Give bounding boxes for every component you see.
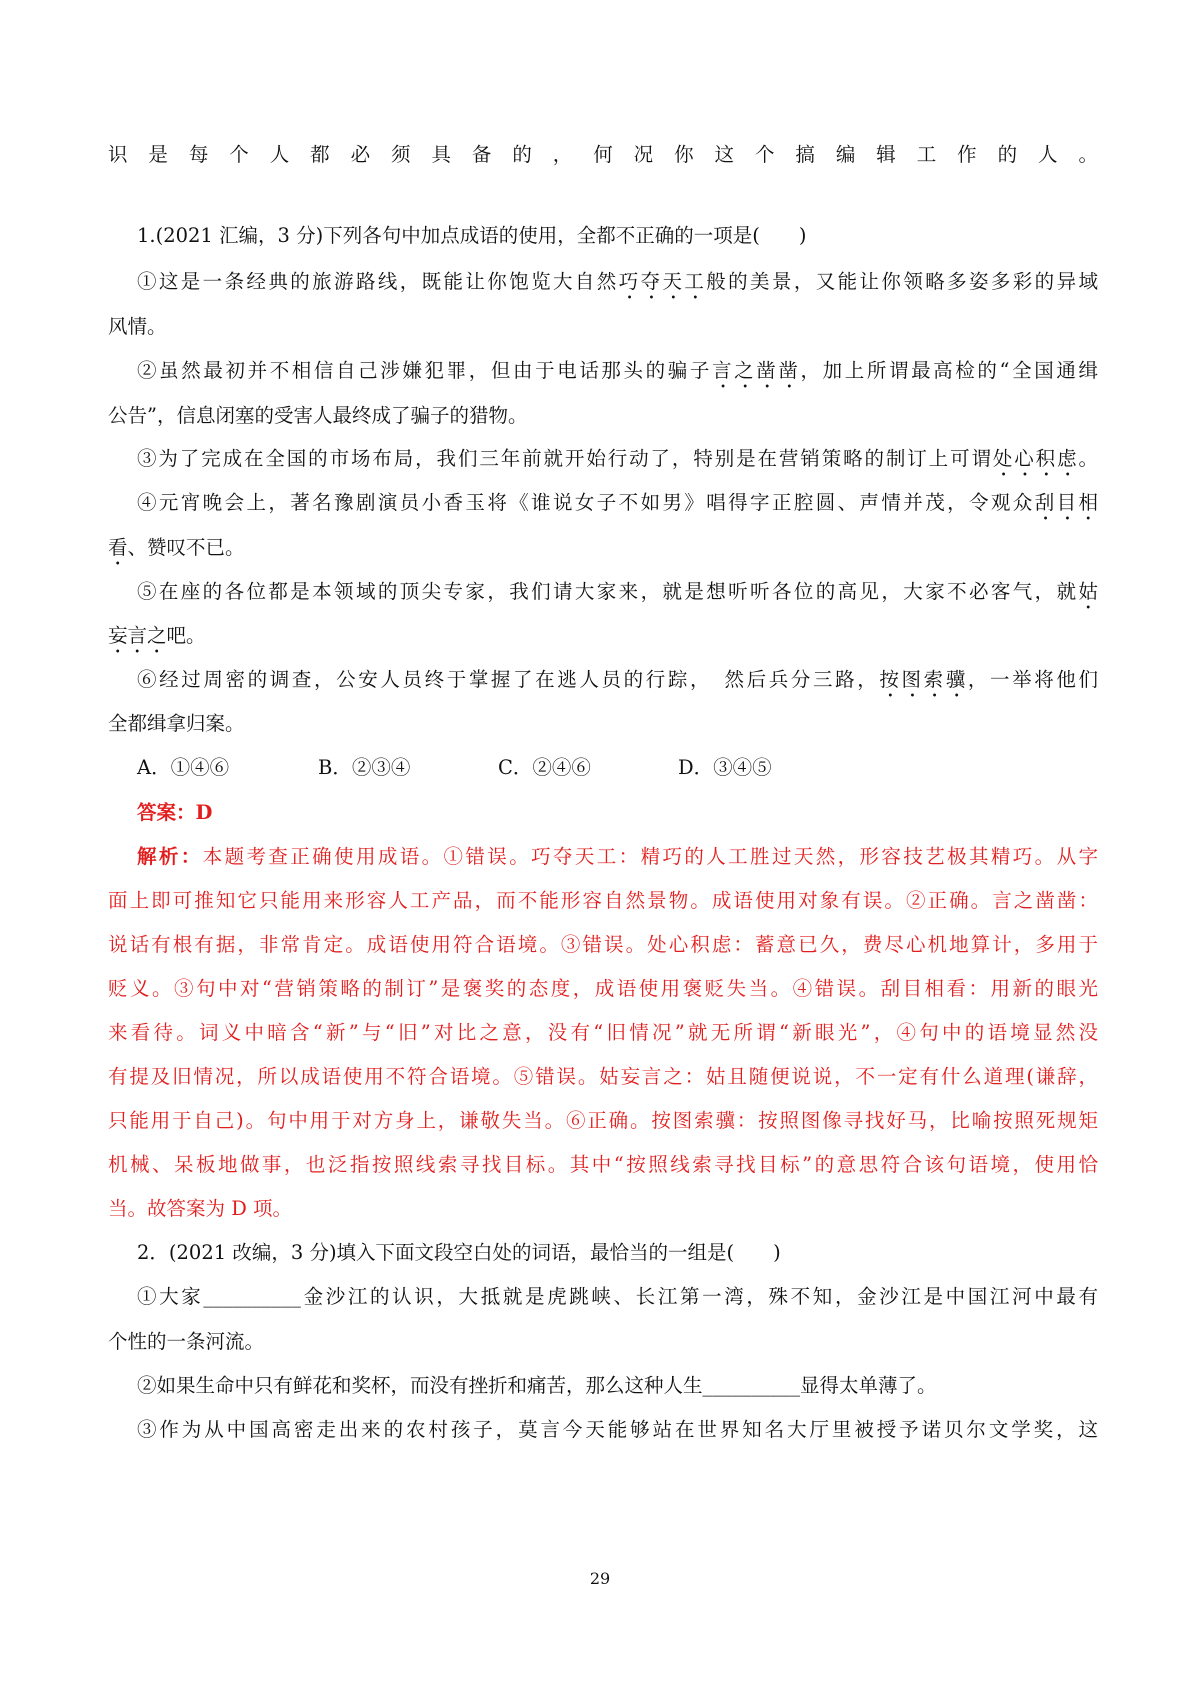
option-a: A．①④⑥	[137, 756, 230, 779]
q1-sentence-5: ⑤在座的各位都是本领域的顶尖专家，我们请大家来，就是想听听各位的高见，大家不必客气，就姑	[137, 580, 1098, 603]
idiom-emphasis: 按图索骥	[879, 668, 968, 691]
idiom-emphasis: 妄言之	[108, 624, 167, 647]
analysis-line: 机械、呆板地做事，也泛指按照线索寻找目标。其中“按照线索寻找目标”的意思符合该句语境，使用恰	[108, 1153, 1098, 1176]
idiom-emphasis: 刮目相	[1034, 491, 1098, 514]
idiom-emphasis: 言之凿凿	[712, 359, 801, 382]
q1-sentence-6-cont: 全都缉拿归案。	[108, 712, 245, 735]
analysis-line: 解析：本题考查正确使用成语。①错误。巧夺天工：精巧的人工胜过天然，形容技艺极其精巧。从字	[137, 845, 1098, 868]
q2-sentence-1: ①大家__________金沙江的认识，大抵就是虎跳峡、长江第一湾，殊不知，金沙江是中国江河中最有	[137, 1285, 1098, 1308]
q1-sentence-5-cont: 妄言之吧。	[108, 624, 206, 647]
analysis-line: 说话有根有据，非常肯定。成语使用符合语境。③错误。处心积虑：蓄意已久，费尽心机地算计，多用于	[108, 933, 1098, 956]
q1-sentence-6: ⑥经过周密的调查，公安人员终于掌握了在逃人员的行踪， 然后兵分三路，按图索骥，一举将他们	[137, 668, 1098, 691]
analysis-line: 有提及旧情况，所以成语使用不符合语境。⑤错误。姑妄言之：姑且随便说说，不一定有什么道理(谦辞，	[108, 1065, 1098, 1088]
page-number: 29	[589, 1569, 611, 1588]
q1-sentence-3: ③为了完成在全国的市场布局，我们三年前就开始行动了，特别是在营销策略的制订上可谓处心积虑。	[137, 447, 1098, 470]
question-1-stem: 1.(2021 汇编，3 分)下列各句中加点成语的使用，全都不正确的一项是( )	[137, 224, 807, 247]
q1-sentence-1: ①这是一条经典的旅游路线，既能让你饱览大自然巧夺天工般的美景，又能让你领略多姿多彩的异域	[137, 270, 1098, 293]
analysis-line: 贬义。③句中对“营销策略的制订”是褒奖的态度，成语使用褒贬失当。④错误。刮目相看：用新的眼光	[108, 977, 1098, 1000]
q2-sentence-3: ③作为从中国高密走出来的农村孩子，莫言今天能够站在世界知名大厅里被授予诺贝尔文学奖，这	[137, 1418, 1098, 1441]
q1-sentence-4: ④元宵晚会上，著名豫剧演员小香玉将《谁说女子不如男》唱得字正腔圆、声情并茂，令观众刮目相	[137, 491, 1098, 514]
analysis-line: 当。故答案为 D 项。	[108, 1197, 293, 1220]
question-2-stem: 2．(2021 改编，3 分)填入下面文段空白处的词语，最恰当的一组是( )	[137, 1241, 781, 1264]
analysis-line: 面上即可推知它只能用来形容人工产品，而不能形容自然景物。成语使用对象有误。②正确。言之凿凿：	[108, 889, 1098, 912]
idiom-emphasis: 处心积虑	[992, 447, 1079, 470]
q1-sentence-2-cont: 公告”，信息闭塞的受害人最终成了骗子的猎物。	[108, 404, 528, 427]
answer: 答案：D	[137, 801, 213, 824]
option-c: C．②④⑥	[498, 756, 591, 779]
q2-sentence-1-cont: 个性的一条河流。	[108, 1330, 265, 1353]
q1-sentence-1-cont: 风情。	[108, 315, 167, 338]
q1-sentence-2: ②虽然最初并不相信自己涉嫌犯罪，但由于电话那头的骗子言之凿凿，加上所谓最高检的“全国通缉	[137, 359, 1098, 382]
q2-sentence-2: ②如果生命中只有鲜花和奖杯，而没有挫折和痛苦，那么这种人生__________显得太单薄了。	[137, 1374, 937, 1397]
idiom-emphasis: 巧夺天工	[618, 270, 707, 293]
q1-sentence-4-cont: 看、赞叹不已。	[108, 536, 245, 559]
idiom-emphasis: 看	[108, 536, 128, 559]
option-b: B．②③④	[318, 756, 411, 779]
analysis-line: 来看待。词义中暗含“新”与“旧”对比之意，没有“旧情况”就无所谓“新眼光”，④句中的语境显然没	[108, 1021, 1098, 1044]
analysis-label: 解析：	[137, 845, 203, 868]
option-d: D．③④⑤	[678, 756, 772, 779]
analysis-line: 只能用于自己)。句中用于对方身上，谦敬失当。⑥正确。按图索骥：按照图像寻找好马，比喻按照死规矩	[108, 1109, 1098, 1132]
intro-tail: 识是每个人都必须具备的，何况你这个搞编辑工作的人。	[108, 143, 1098, 166]
idiom-emphasis: 姑	[1078, 580, 1098, 603]
